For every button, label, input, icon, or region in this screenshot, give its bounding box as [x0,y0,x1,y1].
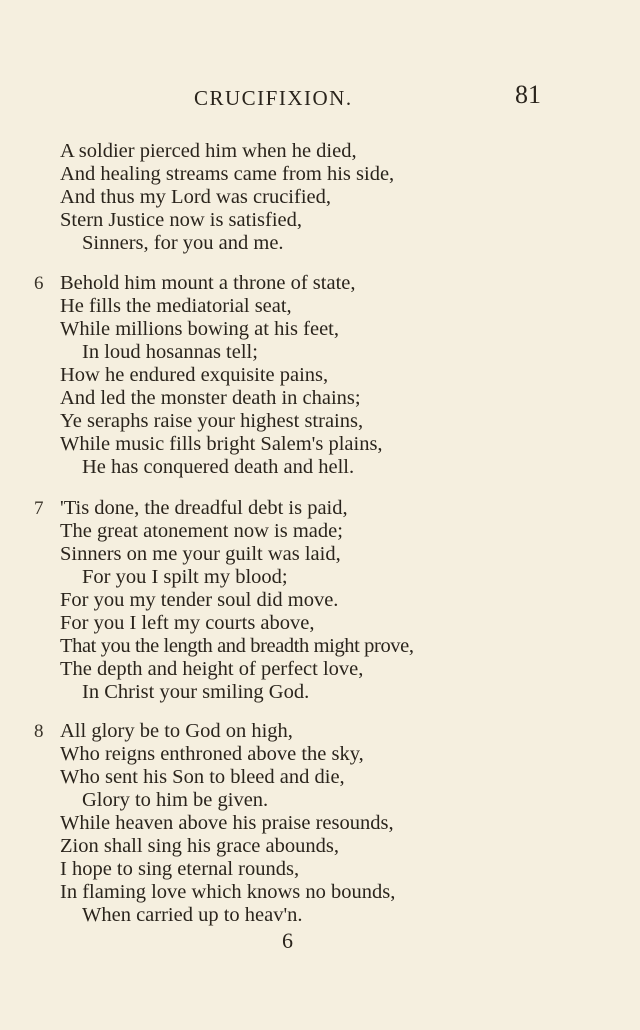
verse-line: He fills the mediatorial seat, [60,295,292,317]
verse-line: While millions bowing at his feet, [60,318,339,340]
verse-line: Sinners on me your guilt was laid, [60,543,341,565]
verse-line: Zion shall sing his grace abounds, [60,835,339,857]
verse-line-indented: In loud hosannas tell; [82,341,258,363]
verse-line: That you the length and breadth might prove, [60,635,414,657]
verse-line: And led the monster death in chains; [60,387,361,409]
verse-line: And thus my Lord was crucified, [60,186,331,208]
verse-line-indented: For you I spilt my blood; [82,566,288,588]
verse-line: And healing streams came from his side, [60,163,395,185]
verse-line: For you my tender soul did move. [60,589,339,611]
verse-line: Behold him mount a throne of state, [60,272,356,294]
verse-line: For you I left my courts above, [60,612,315,634]
verse-line-refrain: Sinners, for you and me. [82,232,284,254]
verse-line-refrain: He has conquered death and hell. [82,456,355,478]
verse-line: All glory be to God on high, [60,720,293,742]
running-title: CRUCIFIXION. [194,86,353,110]
verse-line: In flaming love which knows no bounds, [60,881,396,903]
stanza-number: 8 [34,721,44,742]
page-number: 81 [515,80,541,109]
verse-line-refrain: When carried up to heav'n. [82,904,303,926]
verse-line: The great atonement now is made; [60,520,343,542]
verse-line: Who sent his Son to bleed and die, [60,766,345,788]
verse-line: Ye seraphs raise your highest strains, [60,410,364,432]
verse-line: 'Tis done, the dreadful debt is paid, [60,497,348,519]
verse-line: While heaven above his praise resounds, [60,812,394,834]
page-header [0,80,640,114]
verse-line: Who reigns enthroned above the sky, [60,743,364,765]
signature-mark: 6 [282,928,293,953]
verse-line: A soldier pierced him when he died, [60,140,357,162]
verse-line-refrain: In Christ your smiling God. [82,681,310,703]
stanza-number: 6 [34,273,44,294]
stanza-number: 7 [34,498,44,519]
verse-line: Stern Justice now is satisfied, [60,209,302,231]
verse-line: How he endured exquisite pains, [60,364,329,386]
verse-line: The depth and height of perfect love, [60,658,364,680]
verse-line: While music fills bright Salem's plains, [60,433,383,455]
verse-line: I hope to sing eternal rounds, [60,858,300,880]
verse-line-indented: Glory to him be given. [82,789,269,811]
